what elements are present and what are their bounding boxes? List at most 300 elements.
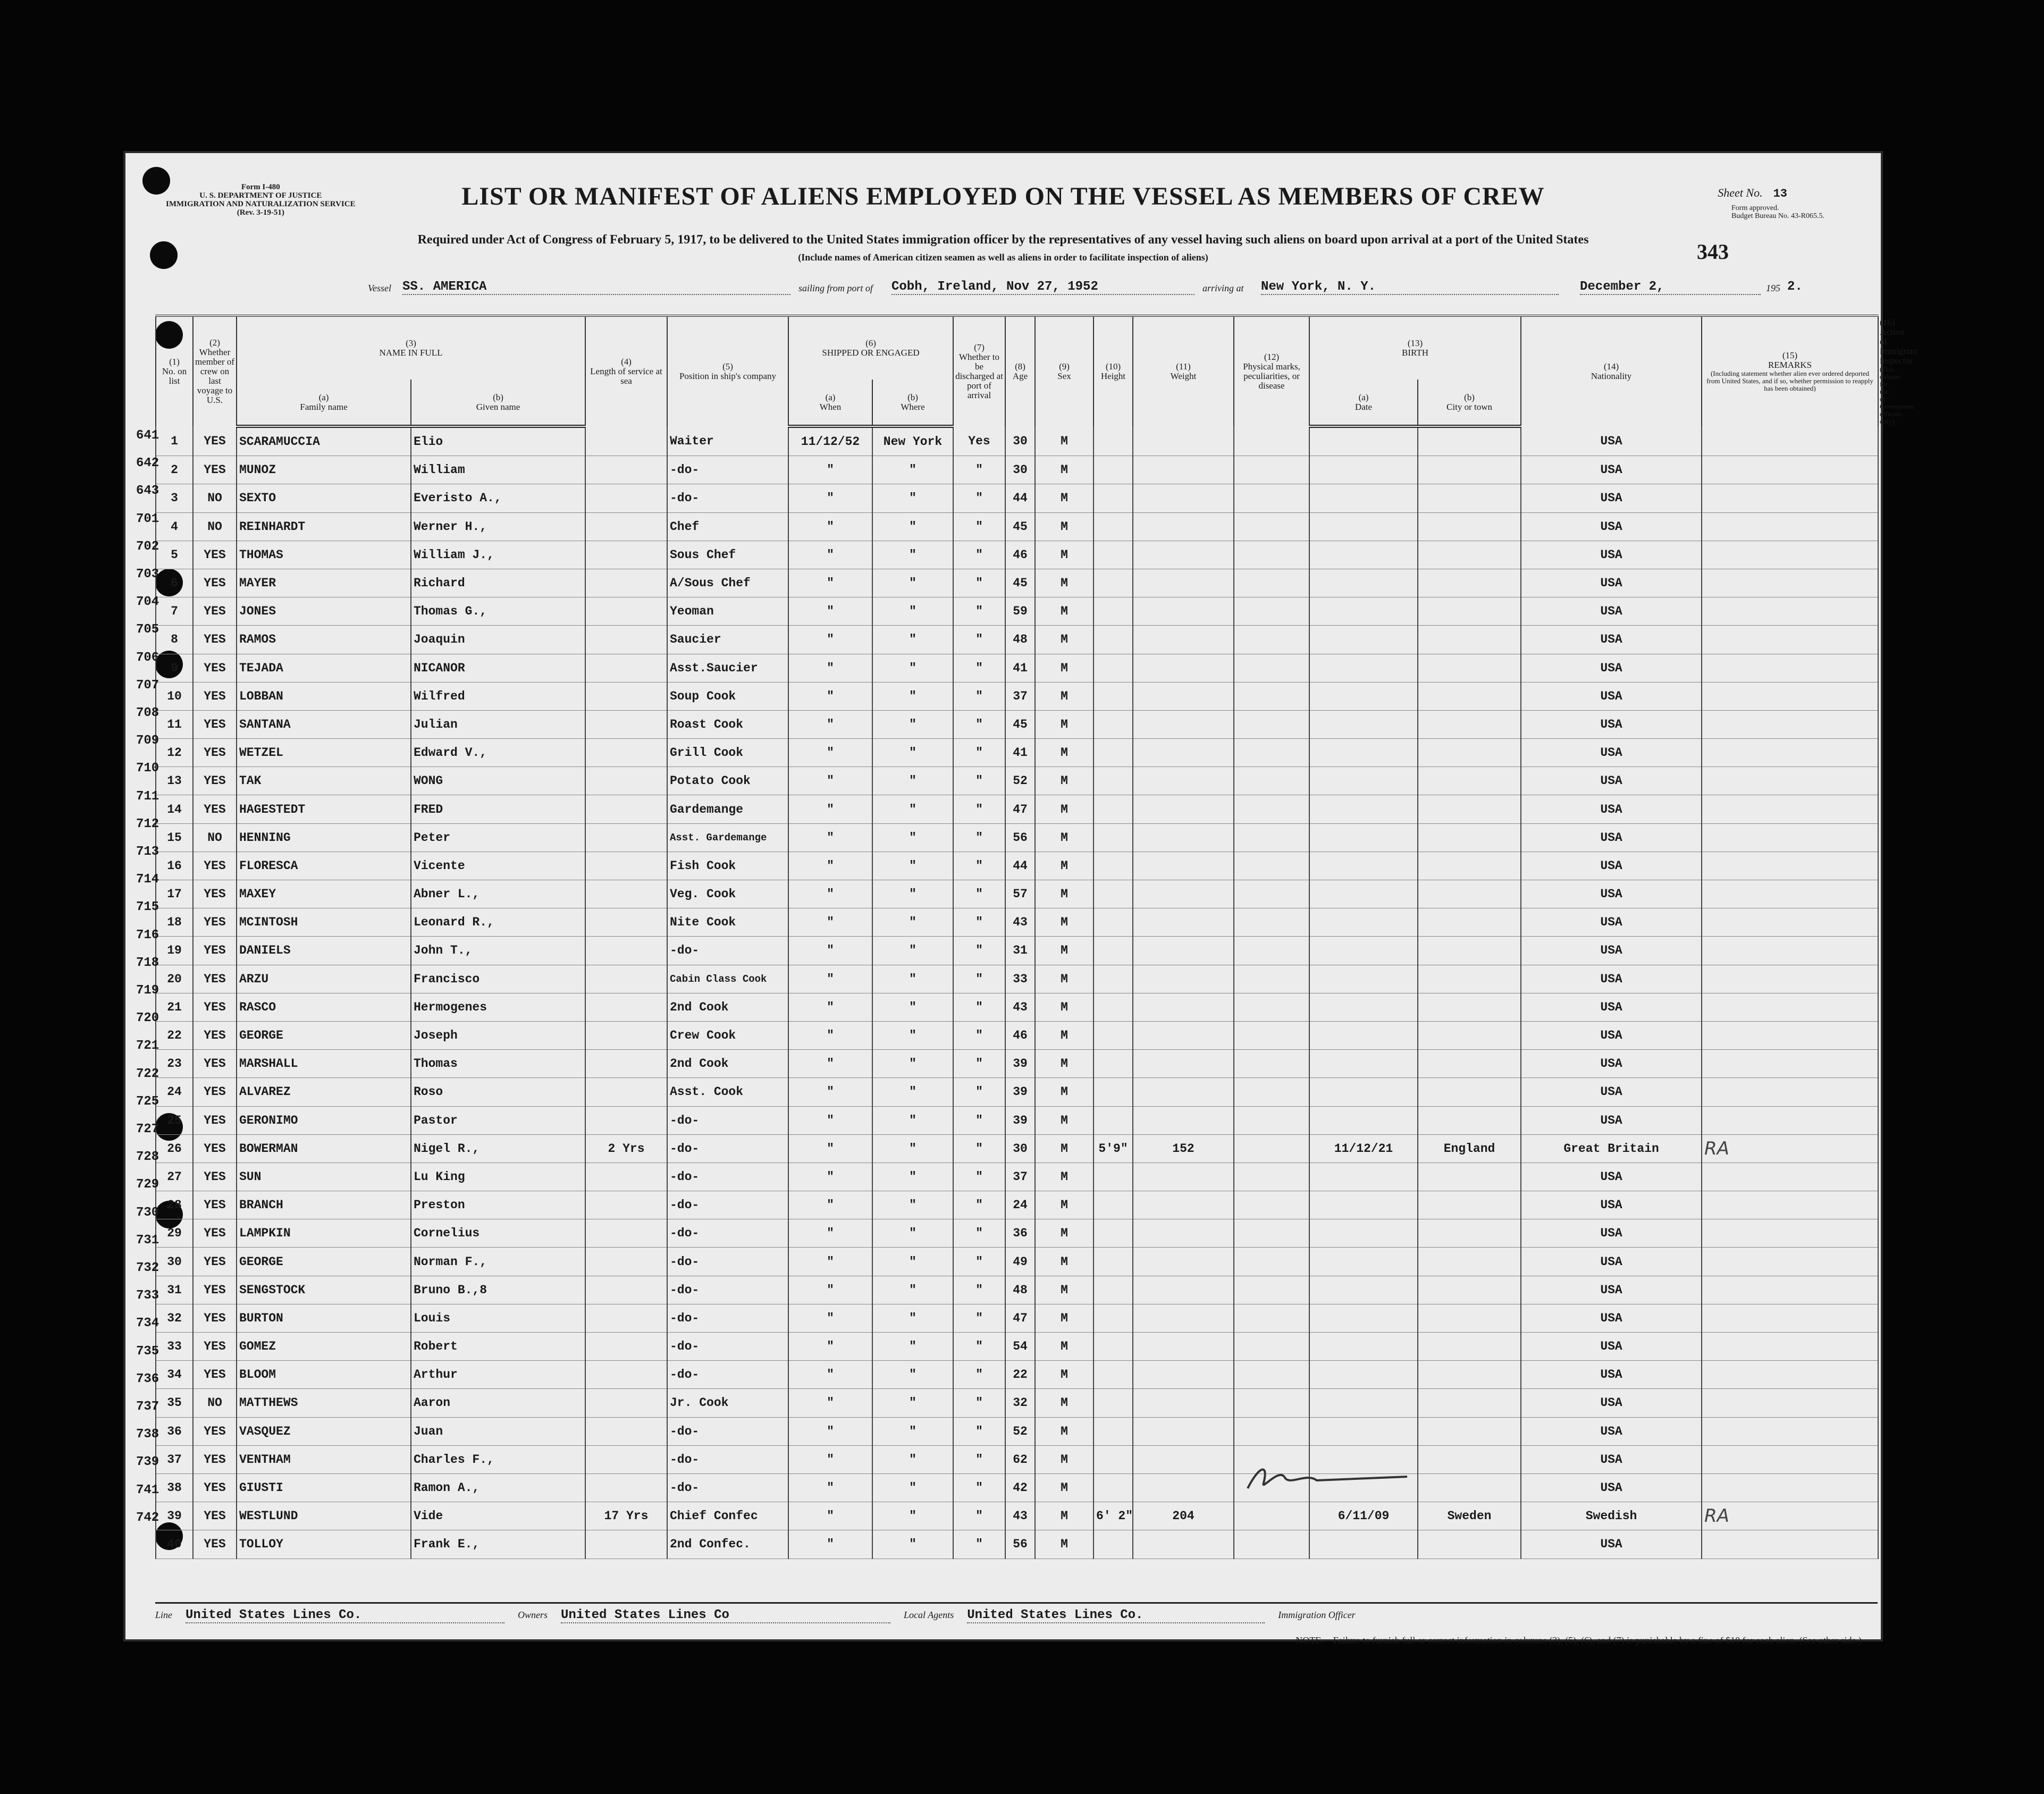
cell-given-name: Juan [411, 1417, 585, 1445]
margin-reference-number: 736 [136, 1371, 159, 1386]
cell-length-of-service [585, 654, 667, 682]
cell-sex: M [1035, 1134, 1094, 1163]
cell-physical-marks [1234, 937, 1309, 965]
cell-shipped-when: 11/12/52 [788, 426, 872, 456]
manifest-footer: Line United States Lines Co. Owners United States Lines Co Local Agents United States Lines Co. Immigration Officer [155, 1602, 1878, 1623]
cell-age: 36 [1005, 1219, 1035, 1248]
cell-given-name: Julian [411, 710, 585, 738]
cell-weight [1133, 541, 1234, 569]
cell-row-number: 34 [156, 1361, 193, 1389]
cell-birth-date [1309, 1078, 1418, 1106]
cell-discharged: " [953, 767, 1005, 795]
table-row [156, 710, 1878, 738]
cell-given-name: Arthur [411, 1361, 585, 1389]
cell-weight [1133, 993, 1234, 1021]
cell-sex: M [1035, 1389, 1094, 1417]
cell-weight [1133, 1163, 1234, 1191]
cell-length-of-service [585, 795, 667, 823]
cell-discharged: " [953, 541, 1005, 569]
cell-physical-marks [1234, 1021, 1309, 1049]
cell-age: 41 [1005, 739, 1035, 767]
cell-family-name: MAYER [237, 569, 411, 597]
cell-discharged: " [953, 569, 1005, 597]
cell-nationality: USA [1521, 426, 1702, 456]
cell-sex: M [1035, 767, 1094, 795]
col-where-header: (b) Where [872, 380, 953, 426]
cell-height [1094, 739, 1133, 767]
cell-family-name: RAMOS [237, 626, 411, 654]
cell-last-voyage: NO [193, 823, 237, 852]
cell-age: 30 [1005, 456, 1035, 484]
cell-age: 30 [1005, 1134, 1035, 1163]
table-row [156, 739, 1878, 767]
cell-sex: M [1035, 710, 1094, 738]
col-given-name-header: (b) Given name [411, 380, 585, 426]
cell-row-number: 27 [156, 1163, 193, 1191]
cell-shipped-where: " [872, 823, 953, 852]
cell-last-voyage: YES [193, 880, 237, 908]
cell-position: Yeoman [667, 597, 788, 626]
cell-weight [1133, 626, 1234, 654]
cell-age: 41 [1005, 654, 1035, 682]
cell-discharged: " [953, 1417, 1005, 1445]
cell-shipped-where: " [872, 484, 953, 512]
cell-age: 62 [1005, 1445, 1035, 1473]
cell-remarks [1702, 1106, 1878, 1134]
cell-birth-date [1309, 1389, 1418, 1417]
cell-sex: M [1035, 597, 1094, 626]
cell-length-of-service [585, 1333, 667, 1361]
form-subtitle: Required under Act of Congress of February 5, 1917, to be delivered to the United States immigration officer by the representatives of any vessel having such aliens on board upon arrival at a port of the United States [417, 233, 1589, 247]
col-sex-header: (9) Sex [1035, 316, 1094, 426]
cell-shipped-when: " [788, 682, 872, 710]
cell-shipped-where: " [872, 795, 953, 823]
cell-row-number: 12 [156, 739, 193, 767]
cell-age: 46 [1005, 1021, 1035, 1049]
cell-row-number: 7 [156, 597, 193, 626]
cell-birth-city [1418, 1445, 1521, 1473]
cell-shipped-when: " [788, 1163, 872, 1191]
cell-family-name: MATTHEWS [237, 1389, 411, 1417]
cell-birth-date [1309, 767, 1418, 795]
cell-length-of-service [585, 1050, 667, 1078]
cell-height [1094, 426, 1133, 456]
cell-physical-marks [1234, 965, 1309, 993]
col-position-header: (5) Position in ship's company [667, 316, 788, 426]
table-row [156, 1445, 1878, 1473]
cell-shipped-when: " [788, 1304, 872, 1332]
owners-company: United States Lines Co [561, 1608, 890, 1623]
cell-given-name: Aaron [411, 1389, 585, 1417]
cell-birth-date [1309, 484, 1418, 512]
cell-position: Veg. Cook [667, 880, 788, 908]
cell-remarks [1702, 654, 1878, 682]
cell-length-of-service [585, 823, 667, 852]
cell-last-voyage: YES [193, 1473, 237, 1502]
cell-height [1094, 484, 1133, 512]
cell-height [1094, 1219, 1133, 1248]
cell-shipped-where: " [872, 739, 953, 767]
margin-reference-number: 713 [136, 845, 159, 859]
cell-weight [1133, 880, 1234, 908]
cell-age: 56 [1005, 823, 1035, 852]
cell-last-voyage: YES [193, 541, 237, 569]
cell-given-name: Nigel R., [411, 1134, 585, 1163]
table-row [156, 456, 1878, 484]
cell-remarks [1702, 597, 1878, 626]
cell-last-voyage: YES [193, 1219, 237, 1248]
margin-reference-number: 642 [136, 456, 159, 471]
cell-position: Chef [667, 512, 788, 541]
cell-birth-date [1309, 739, 1418, 767]
cell-position: Saucier [667, 626, 788, 654]
cell-length-of-service [585, 937, 667, 965]
cell-nationality: USA [1521, 1333, 1702, 1361]
cell-family-name: TAK [237, 767, 411, 795]
cell-birth-date [1309, 1333, 1418, 1361]
col-shipped-header: (6) SHIPPED OR ENGAGED [788, 316, 953, 380]
cell-height [1094, 456, 1133, 484]
margin-reference-number: 703 [136, 567, 159, 582]
cell-height [1094, 682, 1133, 710]
cell-family-name: TOLLOY [237, 1530, 411, 1559]
margin-reference-number: 707 [136, 678, 159, 693]
cell-row-number: 15 [156, 823, 193, 852]
cell-physical-marks [1234, 823, 1309, 852]
cell-age: 43 [1005, 908, 1035, 937]
cell-sex: M [1035, 1248, 1094, 1276]
cell-discharged: " [953, 1078, 1005, 1106]
cell-last-voyage: YES [193, 569, 237, 597]
cell-row-number: 3 [156, 484, 193, 512]
cell-sex: M [1035, 484, 1094, 512]
cell-given-name: Leonard R., [411, 908, 585, 937]
cell-age: 42 [1005, 1473, 1035, 1502]
col-birth-city-header: (b) City or town [1418, 380, 1521, 426]
cell-birth-city [1418, 1276, 1521, 1304]
cell-physical-marks [1234, 654, 1309, 682]
cell-length-of-service [585, 1106, 667, 1134]
margin-reference-number: 730 [136, 1205, 159, 1220]
cell-birth-city [1418, 1021, 1521, 1049]
cell-position: Asst. Gardemange [667, 823, 788, 852]
cell-shipped-where: " [872, 1445, 953, 1473]
cell-shipped-when: " [788, 512, 872, 541]
cell-nationality: USA [1521, 1530, 1702, 1559]
cell-height: 5'9" [1094, 1134, 1133, 1163]
cell-position: -do- [667, 1333, 788, 1361]
cell-discharged: " [953, 1333, 1005, 1361]
cell-shipped-where: " [872, 1417, 953, 1445]
cell-given-name: Ramon A., [411, 1473, 585, 1502]
cell-discharged: Yes [953, 426, 1005, 456]
margin-reference-number: 718 [136, 955, 159, 970]
cell-shipped-where: " [872, 1473, 953, 1502]
table-row [156, 1276, 1878, 1304]
table-row [156, 1389, 1878, 1417]
cell-nationality: USA [1521, 456, 1702, 484]
margin-reference-number: 701 [136, 511, 159, 526]
cell-physical-marks [1234, 1248, 1309, 1276]
cell-length-of-service [585, 1219, 667, 1248]
table-row [156, 1106, 1878, 1134]
cell-remarks [1702, 1050, 1878, 1078]
cell-discharged: " [953, 1304, 1005, 1332]
cell-birth-date: 11/12/21 [1309, 1134, 1418, 1163]
cell-position: Gardemange [667, 795, 788, 823]
cell-weight [1133, 1361, 1234, 1389]
cell-birth-date [1309, 1530, 1418, 1559]
cell-family-name: WESTLUND [237, 1502, 411, 1530]
cell-birth-city [1418, 1050, 1521, 1078]
cell-birth-city [1418, 569, 1521, 597]
cell-sex: M [1035, 426, 1094, 456]
col-last-voyage-header: (2) Whether member of crew on last voyage to U.S. [193, 316, 237, 426]
cell-family-name: MUNOZ [237, 456, 411, 484]
cell-length-of-service [585, 1078, 667, 1106]
cell-family-name: BOWERMAN [237, 1134, 411, 1163]
cell-birth-city [1418, 1389, 1521, 1417]
cell-remarks [1702, 541, 1878, 569]
cell-remarks [1702, 1473, 1878, 1502]
cell-age: 47 [1005, 1304, 1035, 1332]
vessel-name: SS. AMERICA [402, 280, 790, 295]
cell-shipped-where: " [872, 512, 953, 541]
cell-remarks [1702, 1417, 1878, 1445]
cell-sex: M [1035, 965, 1094, 993]
cell-length-of-service [585, 908, 667, 937]
cell-family-name: VASQUEZ [237, 1417, 411, 1445]
cell-shipped-when: " [788, 1134, 872, 1163]
cell-length-of-service [585, 739, 667, 767]
cell-shipped-where: " [872, 541, 953, 569]
cell-family-name: DANIELS [237, 937, 411, 965]
cell-position: -do- [667, 1304, 788, 1332]
cell-physical-marks [1234, 1361, 1309, 1389]
cell-sex: M [1035, 1361, 1094, 1389]
table-row [156, 1163, 1878, 1191]
cell-family-name: BRANCH [237, 1191, 411, 1219]
cell-height [1094, 512, 1133, 541]
cell-shipped-where: " [872, 1530, 953, 1559]
cell-given-name: Pastor [411, 1106, 585, 1134]
table-row [156, 993, 1878, 1021]
cell-shipped-when: " [788, 739, 872, 767]
table-row [156, 908, 1878, 937]
cell-weight [1133, 823, 1234, 852]
cell-birth-date [1309, 710, 1418, 738]
cell-shipped-when: " [788, 1445, 872, 1473]
col-birth-header: (13) BIRTH [1309, 316, 1521, 380]
cell-shipped-when: " [788, 1389, 872, 1417]
cell-shipped-when: " [788, 1191, 872, 1219]
margin-reference-number: 725 [136, 1094, 159, 1109]
cell-given-name: Joaquin [411, 626, 585, 654]
cell-length-of-service [585, 1530, 667, 1559]
margin-reference-number: 721 [136, 1039, 159, 1054]
cell-birth-city [1418, 1530, 1521, 1559]
cell-birth-city [1418, 965, 1521, 993]
cell-family-name: GEORGE [237, 1248, 411, 1276]
cell-discharged: " [953, 937, 1005, 965]
cell-last-voyage: YES [193, 1276, 237, 1304]
cell-weight [1133, 1050, 1234, 1078]
table-row [156, 1134, 1878, 1163]
cell-height [1094, 1163, 1133, 1191]
cell-family-name: LOBBAN [237, 682, 411, 710]
col-marks-header: (12) Physical marks, peculiarities, or disease [1234, 316, 1309, 426]
cell-family-name: FLORESCA [237, 852, 411, 880]
cell-last-voyage: YES [193, 1530, 237, 1559]
col-age-header: (8) Age [1005, 316, 1035, 426]
cell-remarks [1702, 1389, 1878, 1417]
cell-birth-city [1418, 484, 1521, 512]
cell-age: 39 [1005, 1050, 1035, 1078]
cell-shipped-where: " [872, 908, 953, 937]
cell-given-name: William [411, 456, 585, 484]
cell-position: A/Sous Chef [667, 569, 788, 597]
cell-age: 24 [1005, 1191, 1035, 1219]
col-name-header: (3) NAME IN FULL [237, 316, 585, 380]
cell-shipped-where: " [872, 1021, 953, 1049]
arrival-date: December 2, [1580, 280, 1761, 295]
cell-physical-marks [1234, 1304, 1309, 1332]
cell-age: 57 [1005, 880, 1035, 908]
cell-given-name: Norman F., [411, 1248, 585, 1276]
cell-nationality: USA [1521, 823, 1702, 852]
cell-weight [1133, 937, 1234, 965]
cell-length-of-service: 17 Yrs [585, 1502, 667, 1530]
table-row [156, 541, 1878, 569]
cell-length-of-service [585, 597, 667, 626]
cell-nationality: USA [1521, 908, 1702, 937]
cell-sex: M [1035, 1191, 1094, 1219]
cell-weight [1133, 767, 1234, 795]
cell-discharged: " [953, 597, 1005, 626]
cell-discharged: " [953, 823, 1005, 852]
cell-age: 39 [1005, 1106, 1035, 1134]
cell-birth-city [1418, 937, 1521, 965]
cell-birth-date [1309, 654, 1418, 682]
margin-reference-number: 720 [136, 1011, 159, 1026]
cell-sex: M [1035, 908, 1094, 937]
cell-remarks [1702, 965, 1878, 993]
table-row [156, 767, 1878, 795]
cell-shipped-where: " [872, 710, 953, 738]
cell-nationality: USA [1521, 937, 1702, 965]
cell-shipped-where: " [872, 767, 953, 795]
margin-reference-number: 702 [136, 539, 159, 554]
cell-weight [1133, 1219, 1234, 1248]
cell-age: 47 [1005, 795, 1035, 823]
cell-family-name: SENGSTOCK [237, 1276, 411, 1304]
cell-age: 49 [1005, 1248, 1035, 1276]
cell-discharged: " [953, 1473, 1005, 1502]
cell-sex: M [1035, 852, 1094, 880]
cell-row-number: 10 [156, 682, 193, 710]
cell-weight [1133, 682, 1234, 710]
table-row [156, 426, 1878, 456]
cell-given-name: Thomas [411, 1050, 585, 1078]
cell-given-name: Thomas G., [411, 597, 585, 626]
cell-family-name: MAXEY [237, 880, 411, 908]
cell-nationality: USA [1521, 1078, 1702, 1106]
cell-family-name: ARZU [237, 965, 411, 993]
cell-discharged: " [953, 1021, 1005, 1049]
cell-birth-city [1418, 1191, 1521, 1219]
cell-birth-city [1418, 1106, 1521, 1134]
margin-reference-number: 739 [136, 1455, 159, 1470]
cell-birth-date [1309, 569, 1418, 597]
cell-height [1094, 965, 1133, 993]
cell-length-of-service [585, 682, 667, 710]
cell-height [1094, 1530, 1133, 1559]
cell-shipped-when: " [788, 1078, 872, 1106]
cell-position: -do- [667, 484, 788, 512]
cell-physical-marks [1234, 739, 1309, 767]
cell-given-name: Louis [411, 1304, 585, 1332]
margin-reference-number: 727 [136, 1122, 159, 1136]
cell-birth-date [1309, 512, 1418, 541]
margin-reference-number: 734 [136, 1316, 159, 1331]
cell-sex: M [1035, 654, 1094, 682]
cell-physical-marks [1234, 880, 1309, 908]
cell-physical-marks [1234, 1050, 1309, 1078]
cell-physical-marks [1234, 1106, 1309, 1134]
cell-height [1094, 767, 1133, 795]
cell-nationality: USA [1521, 1276, 1702, 1304]
cell-shipped-when: " [788, 1417, 872, 1445]
cell-weight [1133, 1078, 1234, 1106]
cell-nationality: USA [1521, 1361, 1702, 1389]
cell-birth-city [1418, 880, 1521, 908]
cell-row-number: 23 [156, 1050, 193, 1078]
cell-position: Nite Cook [667, 908, 788, 937]
cell-birth-city: Sweden [1418, 1502, 1521, 1530]
cell-birth-city [1418, 426, 1521, 456]
cell-age: 54 [1005, 1333, 1035, 1361]
cell-family-name: REINHARDT [237, 512, 411, 541]
col-remarks-header: (15) REMARKS (Including statement whether alien ever ordered deported from United States, and if so, whether permission to reapply has been obtained) [1702, 316, 1878, 426]
cell-weight [1133, 1333, 1234, 1361]
cell-sex: M [1035, 1502, 1094, 1530]
cell-last-voyage: YES [193, 1021, 237, 1049]
table-row [156, 965, 1878, 993]
col-family-name-header: (a) Family name [237, 380, 411, 426]
cell-shipped-when: " [788, 710, 872, 738]
cell-shipped-where: " [872, 597, 953, 626]
cell-remarks [1702, 823, 1878, 852]
cell-sex: M [1035, 880, 1094, 908]
cell-discharged: " [953, 1530, 1005, 1559]
cell-position: 2nd Confec. [667, 1530, 788, 1559]
cell-birth-date [1309, 1106, 1418, 1134]
table-row [156, 682, 1878, 710]
cell-height [1094, 852, 1133, 880]
margin-reference-number: 714 [136, 872, 159, 887]
cell-birth-city [1418, 710, 1521, 738]
cell-position: Potato Cook [667, 767, 788, 795]
cell-weight [1133, 1191, 1234, 1219]
cell-height [1094, 937, 1133, 965]
cell-last-voyage: YES [193, 597, 237, 626]
cell-physical-marks [1234, 682, 1309, 710]
cell-discharged: " [953, 1445, 1005, 1473]
cell-nationality: Swedish [1521, 1502, 1702, 1530]
cell-remarks [1702, 1445, 1878, 1473]
page-number: 343 [1697, 240, 1729, 264]
cell-physical-marks [1234, 626, 1309, 654]
